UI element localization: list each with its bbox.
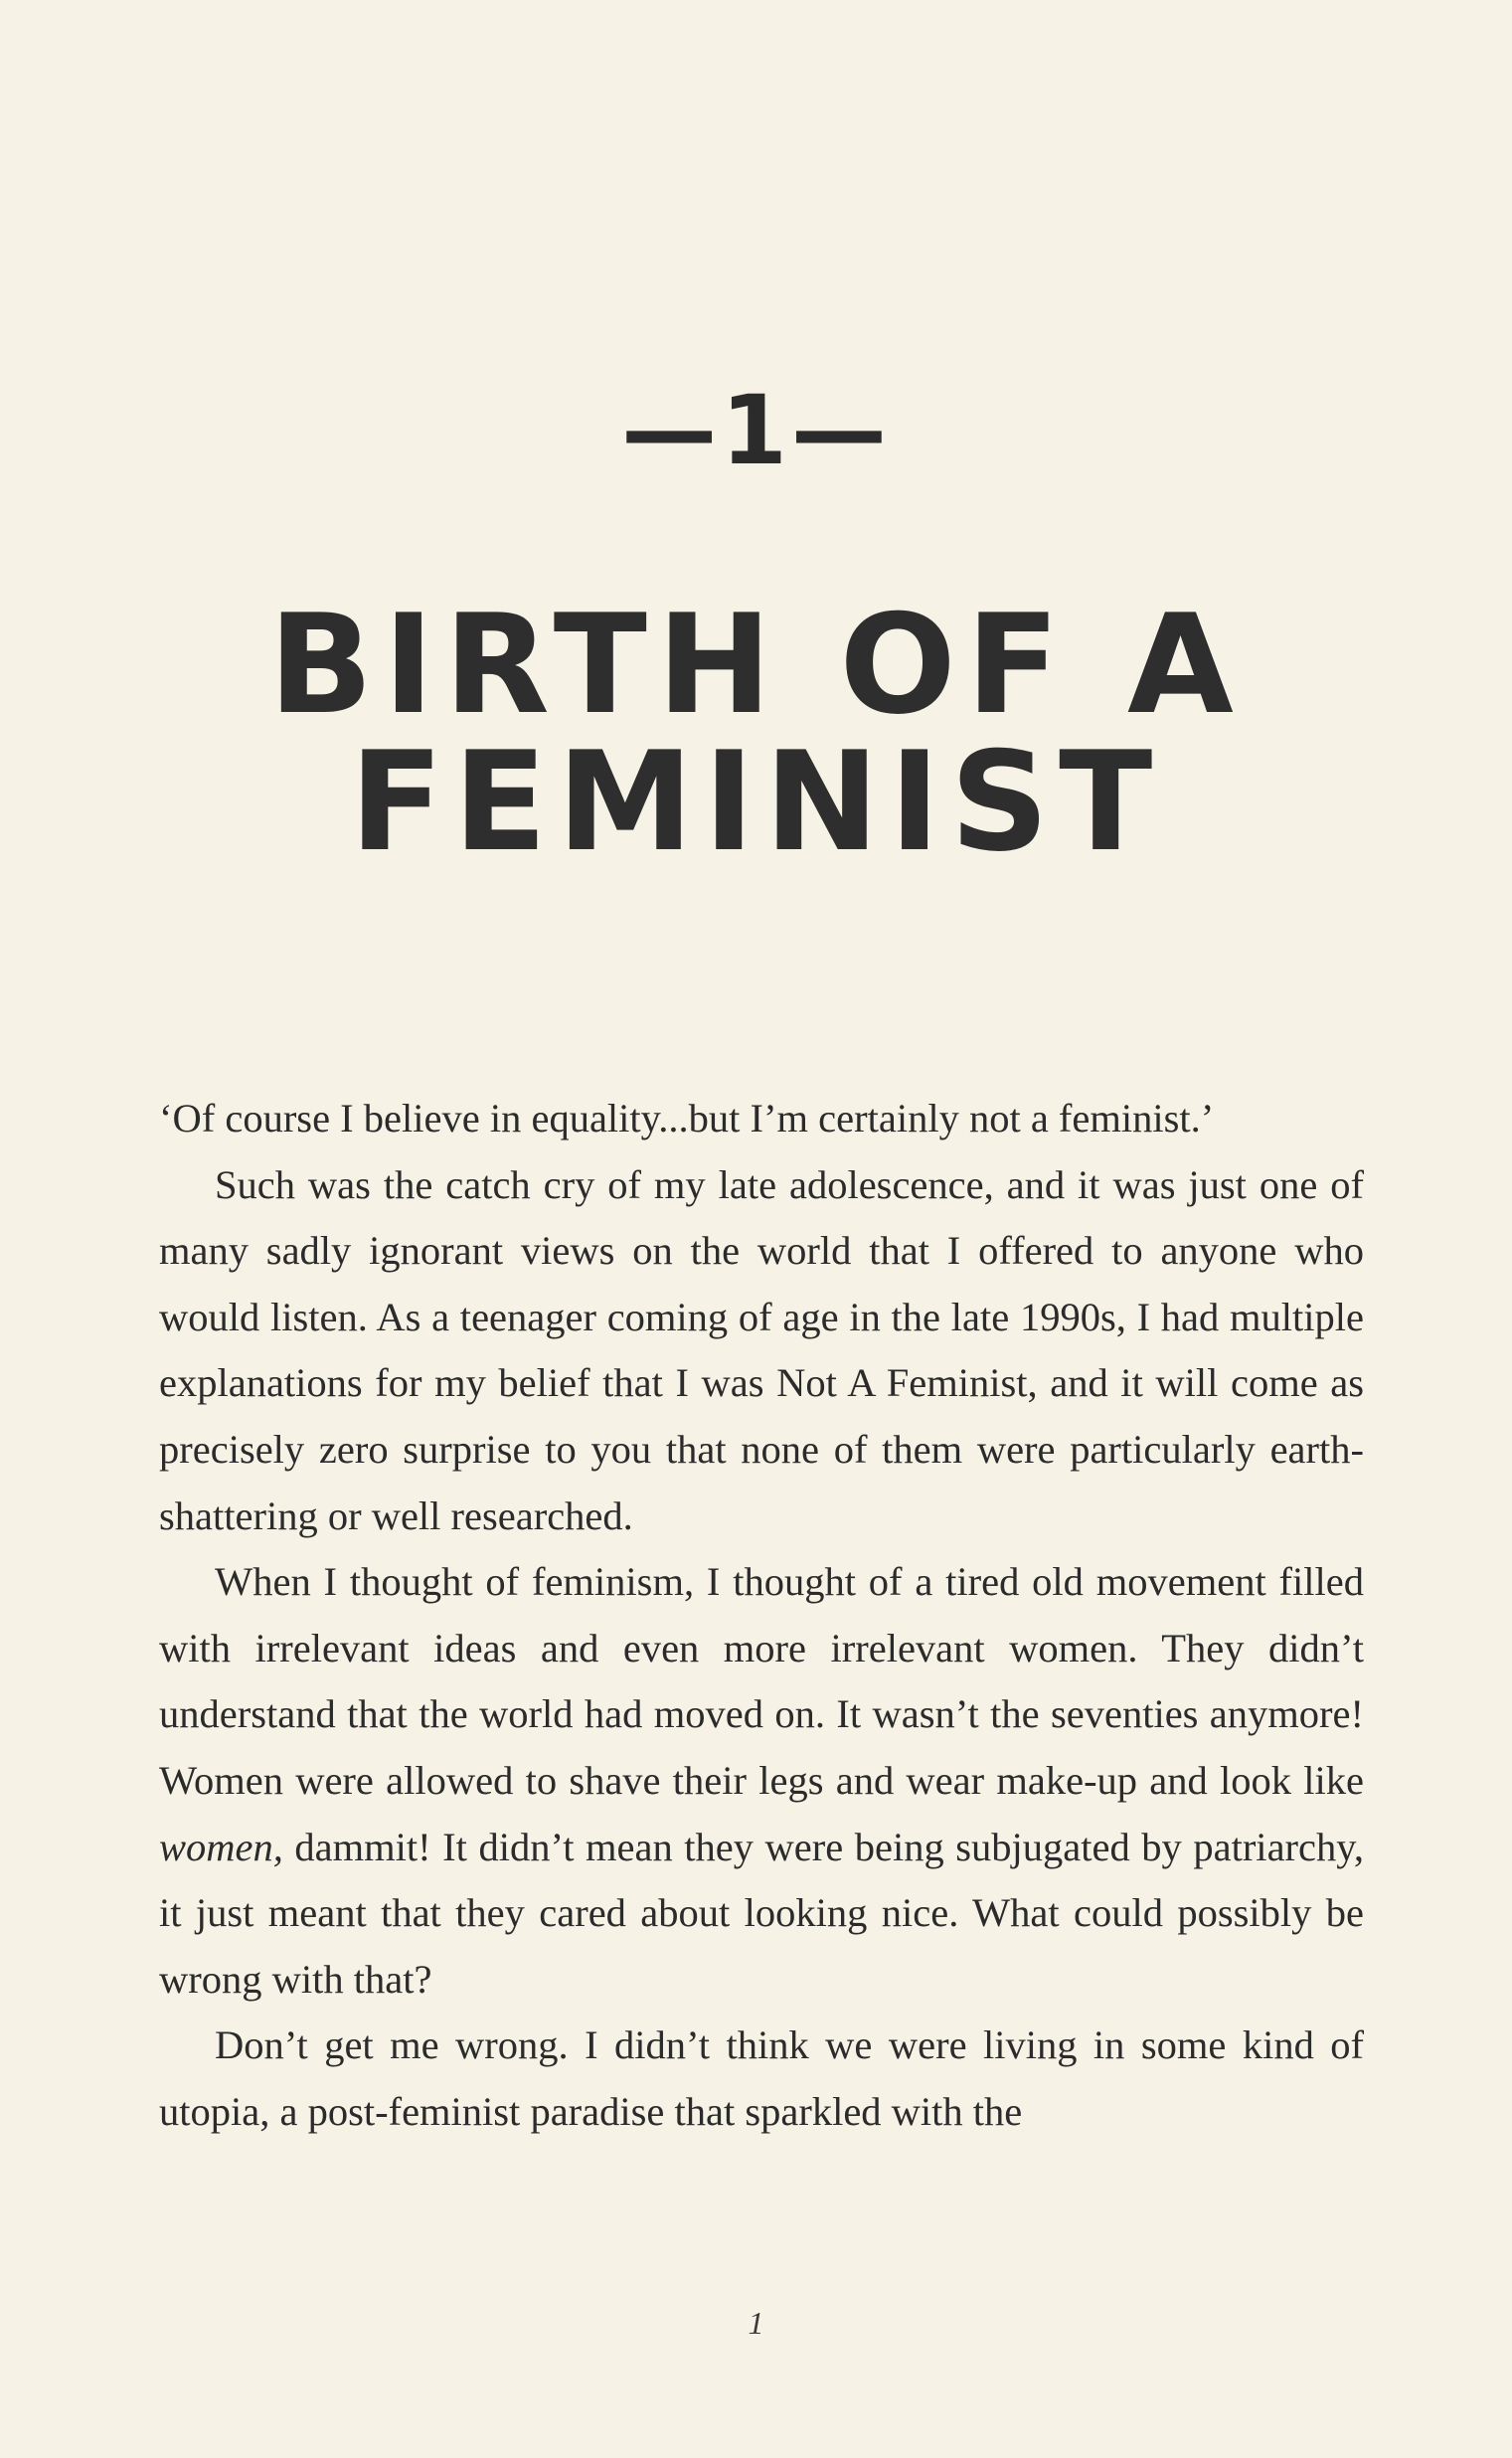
chapter-title: [0, 585, 1512, 882]
chapter-number: —1—: [621, 375, 891, 486]
chapter-title-line-2: FEMINIST: [349, 722, 1163, 882]
paragraph-3-emphasis: women,: [159, 1824, 283, 1869]
paragraph-2: Such was the catch cry of my late adolescence, and it was just one of many sadly ignorant views on the world that I offered to anyone who would listen. As a teenager coming of age in the late 1990s, I had multiple explanations for my belief that I was Not A Feminist, and it will come as precisely zero surprise to you that none of them were particularly earth-shattering or well researched.: [159, 1161, 1364, 1538]
body-text: [159, 1086, 1364, 2146]
page-number: 1: [748, 2305, 764, 2341]
paragraph-3-text-b: dammit! It didn’t mean they were being subjugated by patriarchy, it just meant that they cared about looking nice. What could possibly be wrong with that?: [159, 1824, 1364, 2002]
paragraph-4: Don’t get me wrong. I didn’t think we were living in some kind of utopia, a post-feminist paradise that sparkled with the: [159, 2022, 1364, 2134]
paragraph-3: [159, 1549, 1364, 2013]
chapter-title-line-1: BIRTH OF A: [268, 585, 1244, 745]
paragraph-1: ‘Of course I believe in equality...but I’m certainly not a feminist.’: [159, 1096, 1215, 1141]
paragraph-3-text-a: When I thought of feminism, I thought of a tired old movement filled with irrelevant ideas and even more irrelevant women. They didn’t understand that the world had moved on. It wasn’t the seventies anymore! Women were allowed to shave their legs and wear make-up and look like: [159, 1559, 1364, 1803]
